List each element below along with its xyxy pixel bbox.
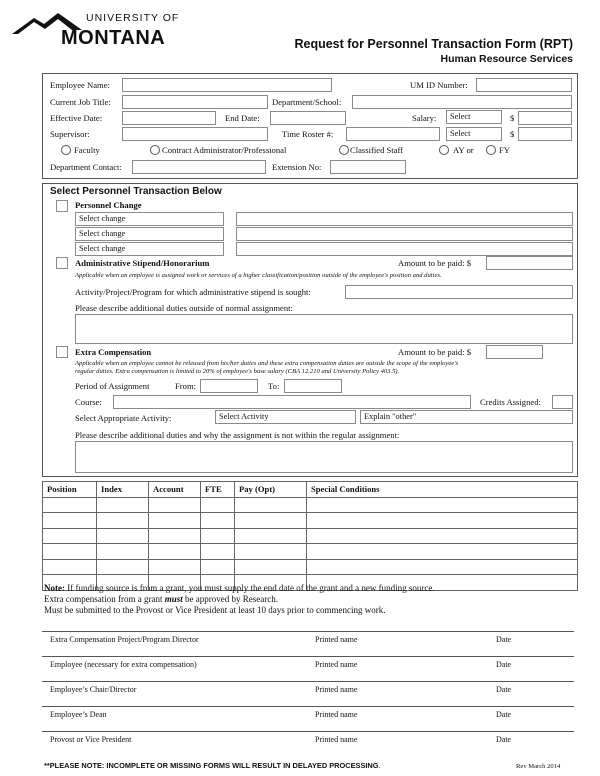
- table-cell[interactable]: [307, 544, 578, 560]
- table-cell[interactable]: [235, 544, 307, 560]
- table-cell[interactable]: [149, 528, 201, 544]
- select-change-1[interactable]: Select change: [75, 212, 224, 226]
- col-index: Index: [97, 482, 149, 498]
- col-fte: FTE: [201, 482, 235, 498]
- credits-input[interactable]: [552, 395, 573, 409]
- printed-name-label: Printed name: [315, 710, 358, 719]
- table-cell[interactable]: [97, 497, 149, 513]
- from-date-input[interactable]: [200, 379, 258, 393]
- describe-duties-textarea[interactable]: [75, 314, 573, 344]
- select-change-2[interactable]: Select change: [75, 227, 224, 241]
- roster-dollar-sign: $: [510, 129, 515, 139]
- note-bold: Note:: [44, 583, 65, 593]
- table-cell[interactable]: [149, 513, 201, 529]
- university-of-text: UNIVERSITY OF: [86, 12, 180, 24]
- course-input[interactable]: [113, 395, 471, 409]
- faculty-label: Faculty: [74, 145, 100, 155]
- table-row: [43, 559, 578, 575]
- date-label: Date: [496, 685, 512, 694]
- note-line-2: [44, 594, 278, 605]
- describe-extra-textarea[interactable]: [75, 441, 573, 473]
- table-cell[interactable]: [235, 497, 307, 513]
- personnel-change-label: Personnel Change: [75, 200, 142, 210]
- note-line-2c: be approved by Research.: [182, 594, 278, 604]
- salary-type-select[interactable]: Select: [446, 110, 502, 124]
- admin-stipend-checkbox[interactable]: [56, 257, 68, 269]
- footer-warning: [44, 760, 381, 771]
- footer-period: .: [378, 761, 381, 770]
- note-must: must: [164, 594, 183, 604]
- table-cell[interactable]: [97, 559, 149, 575]
- department-input[interactable]: [352, 95, 572, 109]
- signature-label: Extra Compensation Project/Program Director: [50, 635, 199, 644]
- signature-label: Provost or Vice President: [50, 735, 132, 744]
- signature-label: Employee’s Dean: [50, 710, 107, 719]
- admin-stipend-label: Administrative Stipend/Honorarium: [75, 258, 210, 268]
- explain-other-input[interactable]: Explain "other": [360, 410, 573, 424]
- table-cell[interactable]: [307, 559, 578, 575]
- end-date-input[interactable]: [270, 111, 346, 125]
- table-cell[interactable]: [201, 497, 235, 513]
- activity-select-label: Select Appropriate Activity:: [75, 413, 172, 423]
- col-position: Position: [43, 482, 97, 498]
- table-cell[interactable]: [149, 559, 201, 575]
- extra-note-line-2: regular duties. Extra compensation is limited to 20% of employee's base salary (CBA 12.210 and University Policy 403.5).: [75, 368, 400, 375]
- footer-warning-text: **PLEASE NOTE: INCOMPLETE OR MISSING FORMS WILL RESULT IN DELAYED PROCESSING: [44, 761, 379, 770]
- credits-label: Credits Assigned:: [480, 397, 541, 407]
- table-cell[interactable]: [201, 559, 235, 575]
- extra-comp-label: Extra Compensation: [75, 347, 152, 357]
- university-logo: [12, 10, 192, 50]
- col-special-conditions: Special Conditions: [307, 482, 578, 498]
- from-label: From:: [175, 381, 197, 391]
- time-roster-label: Time Roster #:: [282, 129, 334, 139]
- extra-comp-checkbox[interactable]: [56, 346, 68, 358]
- table-cell[interactable]: [149, 497, 201, 513]
- personnel-change-checkbox[interactable]: [56, 200, 68, 212]
- signature-label: Employee (necessary for extra compensation): [50, 660, 197, 669]
- to-label: To:: [268, 381, 280, 391]
- signature-line[interactable]: [42, 631, 574, 632]
- table-cell[interactable]: [43, 544, 97, 560]
- roster-amount-input[interactable]: [518, 127, 572, 141]
- classified-staff-radio[interactable]: [339, 145, 349, 155]
- printed-name-label: Printed name: [315, 735, 358, 744]
- department-label: Department/School:: [272, 97, 342, 107]
- extra-amount-label: Amount to be paid: $: [398, 347, 472, 357]
- supervisor-label: Supervisor:: [50, 129, 90, 139]
- ay-or-label: AY or: [453, 145, 474, 155]
- printed-name-label: Printed name: [315, 635, 358, 644]
- funding-table-header: [43, 482, 578, 498]
- current-job-label: Current Job Title:: [50, 97, 111, 107]
- um-id-label: UM ID Number:: [410, 80, 468, 90]
- table-cell[interactable]: [307, 513, 578, 529]
- fy-label: FY: [499, 145, 510, 155]
- note-line-3: Must be submitted to the Provost or Vice President at least 10 days prior to commencing work.: [44, 605, 386, 615]
- table-cell[interactable]: [201, 513, 235, 529]
- table-cell[interactable]: [43, 497, 97, 513]
- funding-table: [42, 481, 578, 591]
- table-cell[interactable]: [97, 528, 149, 544]
- stipend-note: Applicable when an employee is assigned work or services of a higher classification/position outside of the employee's position and duties.: [75, 272, 442, 279]
- change-detail-input-2[interactable]: [236, 227, 573, 241]
- table-cell[interactable]: [43, 528, 97, 544]
- contract-admin-label: Contract Administrator/Professional: [162, 145, 287, 155]
- extra-amount-input[interactable]: [486, 345, 543, 359]
- date-label: Date: [496, 635, 512, 644]
- fy-radio[interactable]: [486, 145, 496, 155]
- salary-label: Salary:: [412, 113, 437, 123]
- salary-dollar-sign: $: [510, 113, 515, 123]
- employee-name-input[interactable]: [122, 78, 332, 92]
- table-cell[interactable]: [235, 513, 307, 529]
- table-cell[interactable]: [149, 544, 201, 560]
- montana-text: MONTANA: [61, 27, 166, 49]
- note-line-1: [44, 583, 435, 594]
- signature-line[interactable]: [42, 681, 574, 682]
- printed-name-label: Printed name: [315, 660, 358, 669]
- table-row: [43, 544, 578, 560]
- table-row: [43, 528, 578, 544]
- col-account: Account: [149, 482, 201, 498]
- extension-input[interactable]: [330, 160, 406, 174]
- table-cell[interactable]: [235, 559, 307, 575]
- faculty-radio[interactable]: [61, 145, 71, 155]
- signature-line[interactable]: [42, 706, 574, 707]
- table-cell[interactable]: [307, 497, 578, 513]
- stipend-amount-label: Amount to be paid: $: [398, 258, 472, 268]
- roster-type-select[interactable]: Select: [446, 127, 502, 141]
- stipend-activity-label: Activity/Project/Program for which administrative stipend is sought:: [75, 287, 311, 297]
- classified-staff-label: Classified Staff: [350, 145, 404, 155]
- effective-date-label: Effective Date:: [50, 113, 103, 123]
- employee-name-label: Employee Name:: [50, 80, 110, 90]
- table-cell[interactable]: [201, 528, 235, 544]
- end-date-label: End Date:: [225, 113, 260, 123]
- contract-admin-radio[interactable]: [150, 145, 160, 155]
- table-cell[interactable]: [235, 528, 307, 544]
- activity-select[interactable]: Select Activity: [215, 410, 356, 424]
- extension-label: Extension No:: [272, 162, 322, 172]
- to-date-input[interactable]: [284, 379, 342, 393]
- table-cell[interactable]: [97, 544, 149, 560]
- department-contact-input[interactable]: [132, 160, 266, 174]
- form-title: Request for Personnel Transaction Form (RPT): [294, 37, 573, 51]
- date-label: Date: [496, 660, 512, 669]
- note-line-2a: Extra compensation from a grant: [44, 594, 165, 604]
- extra-note-line-1: Applicable when an employee cannot be released from his/her duties and these extra compensation duties are outside the scope of the employee's: [75, 360, 459, 367]
- printed-name-label: Printed name: [315, 685, 358, 694]
- um-id-input[interactable]: [476, 78, 572, 92]
- change-detail-input-1[interactable]: [236, 212, 573, 226]
- current-job-input[interactable]: [122, 95, 268, 109]
- note-text: If funding source is from a grant, you must supply the end date of the grant and a new funding source.: [65, 583, 435, 593]
- ay-radio[interactable]: [439, 145, 449, 155]
- date-label: Date: [496, 710, 512, 719]
- describe-duties-label: Please describe additional duties outside of normal assignment:: [75, 303, 293, 313]
- course-label: Course:: [75, 397, 102, 407]
- signature-line[interactable]: [42, 656, 574, 657]
- table-row: [43, 513, 578, 529]
- table-cell[interactable]: [97, 513, 149, 529]
- table-cell[interactable]: [201, 544, 235, 560]
- date-label: Date: [496, 735, 512, 744]
- stipend-amount-input[interactable]: [486, 256, 573, 270]
- signature-line[interactable]: [42, 731, 574, 732]
- time-roster-input[interactable]: [346, 127, 440, 141]
- col-pay: Pay (Opt): [235, 482, 307, 498]
- table-cell[interactable]: [43, 559, 97, 575]
- transaction-heading: Select Personnel Transaction Below: [50, 186, 222, 197]
- effective-date-input[interactable]: [122, 111, 216, 125]
- change-detail-input-3[interactable]: [236, 242, 573, 256]
- department-contact-label: Department Contact:: [50, 162, 122, 172]
- describe-extra-label: Please describe additional duties and why the assignment is not within the regular assignment:: [75, 430, 400, 440]
- table-cell[interactable]: [43, 513, 97, 529]
- form-subtitle: Human Resource Services: [440, 53, 573, 65]
- salary-amount-input[interactable]: [518, 111, 572, 125]
- table-row: [43, 497, 578, 513]
- supervisor-input[interactable]: [122, 127, 268, 141]
- stipend-activity-input[interactable]: [345, 285, 573, 299]
- revision-date: Rev March 2014: [516, 763, 561, 770]
- table-cell[interactable]: [307, 528, 578, 544]
- select-change-3[interactable]: Select change: [75, 242, 224, 256]
- period-label: Period of Assignment: [75, 381, 150, 391]
- signature-label: Employee’s Chair/Director: [50, 685, 137, 694]
